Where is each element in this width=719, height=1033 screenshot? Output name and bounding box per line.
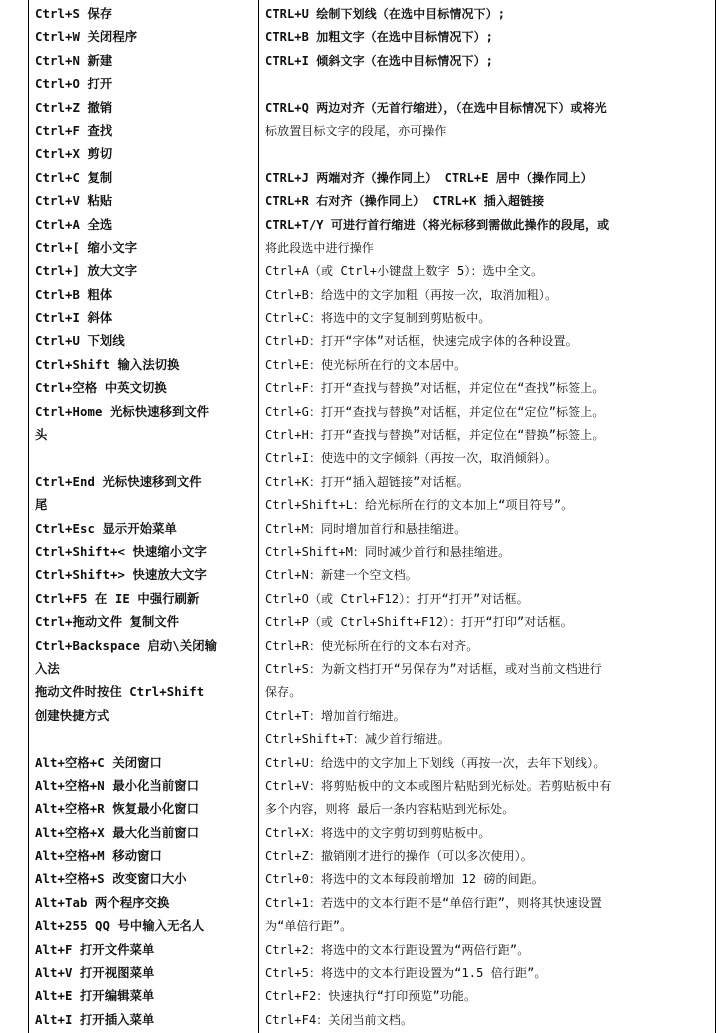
left-shortcut-line: Alt+空格+C 关闭窗口 — [35, 755, 162, 770]
right-shortcut-line: Ctrl+D：打开“字体”对话框，快速完成字体的各种设置。 — [265, 334, 578, 349]
right-shortcut-line: Ctrl+X：将选中的文字剪切到剪贴板中。 — [265, 825, 491, 840]
left-shortcut-line: Alt+空格+M 移动窗口 — [35, 849, 162, 864]
right-shortcut-line: Ctrl+V：将剪贴板中的文本或图片粘贴到光标处。若剪贴板中有 — [265, 778, 612, 793]
left-shortcut-line: Ctrl+Z 撤销 — [35, 100, 113, 115]
right-shortcut-line: CTRL+J 两端对齐（操作同上） CTRL+E 居中（操作同上） — [265, 170, 593, 185]
left-shortcut-line: Ctrl+U 下划线 — [35, 334, 125, 349]
left-shortcut-line: Ctrl+V 粘贴 — [35, 194, 113, 209]
left-shortcut-line: Alt+Tab 两个程序交换 — [35, 895, 170, 910]
right-shortcut-line: Ctrl+R：使光标所在行的文本右对齐。 — [265, 638, 479, 653]
left-shortcut-line: Ctrl+Shift 输入法切换 — [35, 357, 180, 372]
left-shortcut-line: 入法 — [35, 661, 60, 676]
left-shortcut-line: Ctrl+X 剪切 — [35, 147, 113, 162]
right-shortcut-line: CTRL+B 加粗文字（在选中目标情况下）; — [265, 30, 493, 45]
right-shortcut-line: CTRL+R 右对齐（操作同上） CTRL+K 插入超链接 — [265, 194, 545, 209]
right-shortcut-line: Ctrl+O（或 Ctrl+F12）：打开“打开”对话框。 — [265, 591, 529, 606]
left-shortcut-line: Ctrl+空格 中英文切换 — [35, 381, 167, 396]
left-shortcut-line: Ctrl+Esc 显示开始菜单 — [35, 521, 177, 536]
left-shortcut-line: Ctrl+[ 缩小文字 — [35, 240, 138, 255]
right-shortcut-line: CTRL+I 倾斜文字（在选中目标情况下）; — [265, 53, 493, 68]
left-shortcut-line: Ctrl+Backspace 启动\关闭输 — [35, 638, 218, 653]
right-shortcut-line: Ctrl+M：同时增加首行和悬挂缩进。 — [265, 521, 467, 536]
right-shortcut-line: Ctrl+S：为新文档打开“另保存为”对话框，或对当前文档进行 — [265, 661, 602, 676]
right-shortcut-line: Ctrl+2：将选中的文本行距设置为“两倍行距”。 — [265, 942, 530, 957]
left-shortcut-line: Ctrl+F5 在 IE 中强行刷新 — [35, 591, 200, 606]
right-shortcut-line: CTRL+U 绘制下划线（在选中目标情况下）; — [265, 7, 506, 21]
left-shortcut-line: Alt+I 打开插入菜单 — [35, 1012, 155, 1027]
right-shortcut-line: CTRL+T/Y 可进行首行缩进（将光标移到需做此操作的段尾，或 — [265, 217, 610, 232]
left-shortcut-line: 头 — [35, 428, 48, 443]
left-shortcut-line: Ctrl+W 关闭程序 — [35, 30, 138, 45]
right-shortcut-line: Ctrl+N：新建一个空文档。 — [265, 568, 418, 583]
right-shortcut-line: 标放置目标文字的段尾，亦可操作 — [265, 123, 447, 138]
right-shortcut-line: 多个内容，则将 最后一条内容粘贴到光标处。 — [265, 802, 515, 817]
left-shortcut-line: Ctrl+O 打开 — [35, 77, 113, 92]
left-shortcut-line: Alt+E 打开编辑菜单 — [35, 989, 155, 1004]
right-shortcut-line: Ctrl+U：给选中的文字加上下划线（再按一次，去年下划线）。 — [265, 755, 606, 770]
left-shortcut-line: Ctrl+S 保存 — [35, 7, 113, 21]
right-shortcut-line: Ctrl+0：将选中的文本每段前增加 12 磅的间距。 — [265, 872, 544, 887]
left-shortcut-line: Ctrl+] 放大文字 — [35, 264, 138, 279]
right-shortcut-line: Ctrl+5：将选中的文本行距设置为“1.5 倍行距”。 — [265, 966, 547, 981]
left-shortcut-line: Alt+空格+N 最小化当前窗口 — [35, 778, 200, 793]
right-shortcut-line: 保存。 — [265, 685, 302, 700]
right-shortcut-line: CTRL+Q 两边对齐（无首行缩进），（在选中目标情况下）或将光 — [265, 100, 607, 115]
right-shortcut-line: Ctrl+G：打开“查找与替换”对话框，并定位在“定位”标签上。 — [265, 404, 605, 419]
left-shortcut-line: 创建快捷方式 — [35, 708, 110, 723]
right-shortcut-line: 将此段选中进行操作 — [265, 240, 374, 255]
right-shortcut-column — [265, 3, 713, 1032]
left-shortcut-line: Ctrl+C 复制 — [35, 170, 113, 185]
right-shortcut-line: Ctrl+Z：撤销刚才进行的操作（可以多次使用）。 — [265, 849, 533, 864]
right-shortcut-line — [265, 143, 713, 166]
left-shortcut-line: Ctrl+End 光标快速移到文件 — [35, 474, 202, 489]
left-shortcut-line: Ctrl+N 新建 — [35, 53, 113, 68]
right-shortcut-line: Ctrl+F：打开“查找与替换”对话框，并定位在“查找”标签上。 — [265, 381, 605, 396]
right-shortcut-line — [265, 73, 713, 96]
left-shortcut-line: 拖动文件时按住 Ctrl+Shift — [35, 685, 205, 700]
left-shortcut-line: Alt+F 打开文件菜单 — [35, 942, 155, 957]
right-shortcut-line: Ctrl+F2：快速执行“打印预览”功能。 — [265, 989, 477, 1004]
right-shortcut-line: Ctrl+E：使光标所在行的文本居中。 — [265, 357, 467, 372]
left-shortcut-line: Alt+空格+X 最大化当前窗口 — [35, 825, 200, 840]
right-shortcut-line: Ctrl+P（或 Ctrl+Shift+F12）：打开“打印”对话框。 — [265, 615, 573, 630]
right-shortcut-line: Ctrl+Shift+T：减少首行缩进。 — [265, 732, 450, 747]
right-shortcut-line: Ctrl+H：打开“查找与替换”对话框，并定位在“替换”标签上。 — [265, 428, 605, 443]
left-shortcut-line: Ctrl+A 全选 — [35, 217, 113, 232]
left-shortcut-line: 尾 — [35, 498, 48, 513]
left-shortcut-line: Alt+空格+R 恢复最小化窗口 — [35, 802, 200, 817]
right-shortcut-line: Ctrl+Shift+M：同时减少首行和悬挂缩进。 — [265, 544, 511, 559]
left-shortcut-line — [35, 728, 257, 751]
left-shortcut-line: Alt+V 打开视图菜单 — [35, 966, 155, 981]
left-shortcut-line: Ctrl+Shift+> 快速放大文字 — [35, 568, 207, 583]
left-shortcut-line: Ctrl+I 斜体 — [35, 311, 113, 326]
right-shortcut-line: Ctrl+K：打开“插入超链接”对话框。 — [265, 474, 469, 489]
right-shortcut-line: Ctrl+C：将选中的文字复制到剪贴板中。 — [265, 311, 491, 326]
right-shortcut-line: Ctrl+B：给选中的文字加粗（再按一次，取消加粗）。 — [265, 287, 558, 302]
right-shortcut-line: Ctrl+Shift+L：给光标所在行的文本加上“项目符号”。 — [265, 498, 574, 513]
left-shortcut-line: Ctrl+B 粗体 — [35, 287, 113, 302]
left-shortcut-column — [35, 3, 257, 1032]
right-shortcut-line: Ctrl+I：使选中的文字倾斜（再按一次，取消倾斜）。 — [265, 451, 558, 466]
right-shortcut-line: Ctrl+T：增加首行缩进。 — [265, 708, 406, 723]
left-shortcut-line: Alt+255 QQ 号中输入无名人 — [35, 919, 205, 934]
left-shortcut-line: Ctrl+Home 光标快速移到文件 — [35, 404, 210, 419]
right-shortcut-line: 为“单倍行距”。 — [265, 919, 353, 934]
right-shortcut-line: Ctrl+1：若选中的文本行距不是“单倍行距”，则将其快速设置 — [265, 895, 602, 910]
left-shortcut-line: Ctrl+Shift+< 快速缩小文字 — [35, 544, 207, 559]
column-divider — [258, 0, 259, 1033]
left-shortcut-line: Ctrl+F 查找 — [35, 123, 113, 138]
right-shortcut-line: Ctrl+F4：关闭当前文档。 — [265, 1012, 414, 1027]
left-shortcut-line: Alt+空格+S 改变窗口大小 — [35, 872, 187, 887]
right-shortcut-line: Ctrl+A（或 Ctrl+小键盘上数字 5）：选中全文。 — [265, 264, 544, 279]
left-shortcut-line — [35, 447, 257, 470]
left-shortcut-line: Ctrl+拖动文件 复制文件 — [35, 615, 180, 630]
